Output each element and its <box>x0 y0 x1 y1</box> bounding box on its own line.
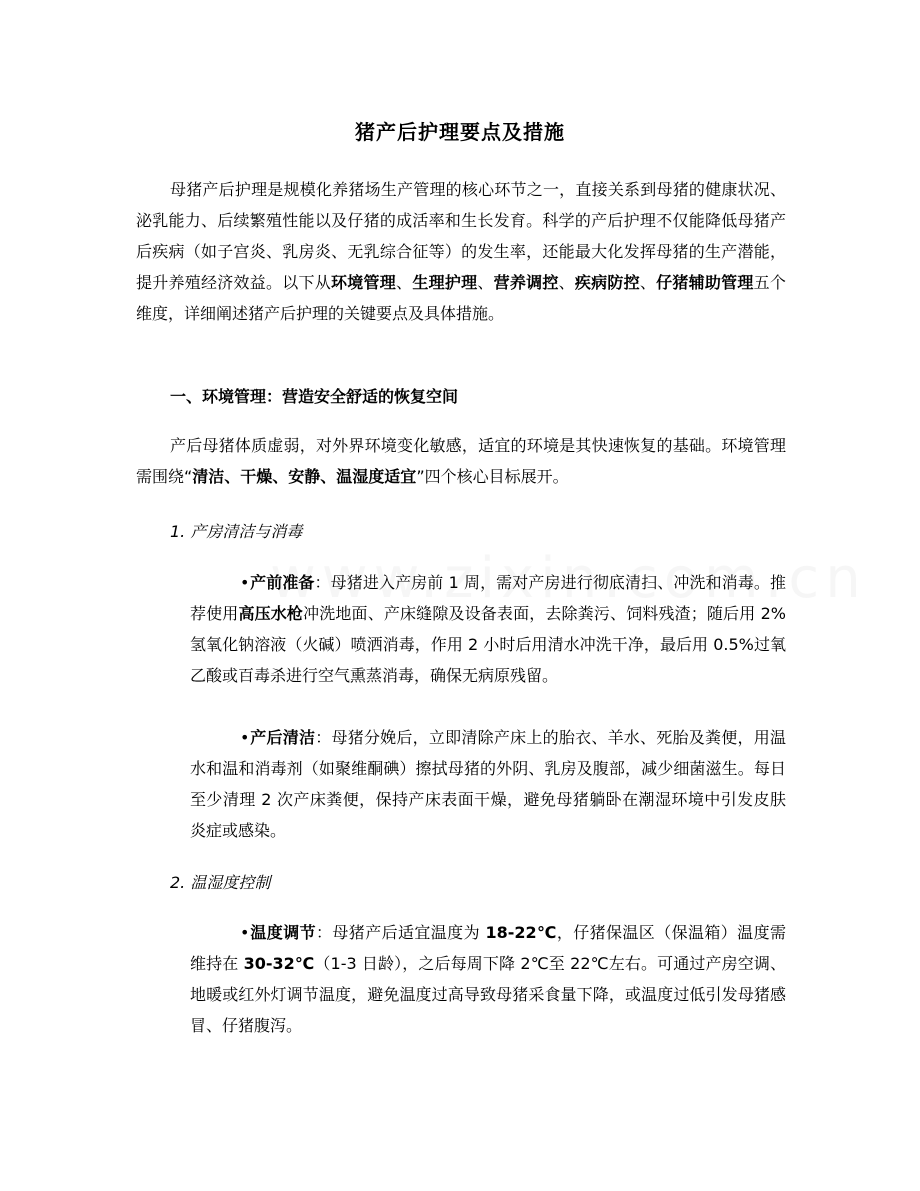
intro-sep-1: 、 <box>396 273 413 292</box>
bullet-postcleaning-text: ：母猪分娩后，立即清除产床上的胎衣、羊水、死胎及粪便，用温水和温和消毒剂（如聚维酮碘）擦拭母猪的外阴、乳房及腹部，减少细菌滋生。每日至少清理 2 次产床粪便，保持产床表面干燥，避免母猪躺卧在潮湿环境中引发皮肤炎症或感染。 <box>190 728 786 840</box>
intro-text-1: 母猪产后护理是规模化养猪场生产管理的核心环节之一，直接关系到母猪的健康状况、泌乳能力、后续繁殖性能以及仔猪的成活率和生长发育。科学的产后护理不仅能降低母猪产后疾病（如子宫炎、乳房炎、无乳综合征等）的发生率，还能最大化发挥母猪的生产潜能，提升养殖经济效益。以下从 <box>136 180 786 292</box>
intro-text-2: 五个维度，详细阐述猪产后护理的关键要点及具体措施。 <box>136 273 786 323</box>
bullet-temperature-label: 温度调节 <box>250 923 316 942</box>
section-heading-environment: 一、环境管理：营造安全舒适的恢复空间 <box>170 387 459 406</box>
bullet-prep-text-1: ：母猪进入产房前 1 周，需对产房进行彻底清扫、冲洗和消毒。推荐使用 <box>190 573 786 623</box>
section1-text-b: ”四个核心目标展开。 <box>416 467 569 486</box>
bullet-dot-icon: • <box>240 728 250 747</box>
bullet-temperature-text-1: ：母猪产后适宜温度为 <box>316 923 486 942</box>
subheading-temperature: 2. 温湿度控制 <box>170 873 271 892</box>
subheading-cleaning: 1. 产房清洁与消毒 <box>170 522 303 541</box>
bullet-postcleaning-label: 产后清洁 <box>250 728 316 747</box>
bullet-temperature-text-2: ，仔猪保温区（保温箱）温度需维持在 <box>190 923 786 973</box>
intro-bold-physiology: 生理护理 <box>412 273 478 292</box>
intro-sep-4: 、 <box>639 273 657 292</box>
intro-sep-2: 、 <box>477 273 494 292</box>
intro-bold-nutrition: 营养调控 <box>493 273 559 292</box>
intro-bold-disease: 疾病防控 <box>574 273 640 292</box>
bullet-postcleaning <box>190 722 786 846</box>
bullet-prep <box>190 567 786 691</box>
bullet-prep-label: 产前准备 <box>250 573 315 592</box>
section1-paragraph <box>136 430 786 492</box>
intro-bold-piglet: 仔猪辅助管理 <box>656 273 754 292</box>
section1-text-a: 产后母猪体质虚弱，对外界环境变化敏感，适宜的环境是其快速恢复的基础。环境管理需围绕“ <box>136 436 786 486</box>
bullet-temperature-text-3: （1-3 日龄），之后每周下降 2℃至 22℃左右。可通过产房空调、地暖或红外灯调节温度，避免温度过高导致母猪采食量下降，或温度过低引发母猪感冒、仔猪腹泻。 <box>190 954 787 1035</box>
intro-sep-3: 、 <box>558 273 575 292</box>
intro-paragraph <box>136 174 786 329</box>
intro-bold-environment: 环境管理 <box>331 273 397 292</box>
bullet-dot-icon: • <box>240 923 250 942</box>
bullet-temperature-bold-1: 18-22℃ <box>485 923 557 942</box>
document-title: 猪产后护理要点及措施 <box>355 120 565 144</box>
bullet-prep-text-2: 冲洗地面、产床缝隙及设备表面，去除粪污、饲料残渣；随后用 2%氢氧化钠溶液（火碱）喷洒消毒，作用 2 小时后用清水冲洗干净，最后用 0.5%过氧乙酸或百毒杀进行空气熏蒸消毒，确保无病原残留。 <box>190 604 786 685</box>
bullet-prep-bold: 高压水枪 <box>238 604 304 623</box>
bullet-temperature <box>190 917 786 1041</box>
bullet-dot-icon: • <box>240 573 250 592</box>
bullet-temperature-bold-2: 30-32℃ <box>243 954 315 973</box>
section1-bold-goals: 清洁、干燥、安静、温湿度适宜 <box>192 467 417 486</box>
